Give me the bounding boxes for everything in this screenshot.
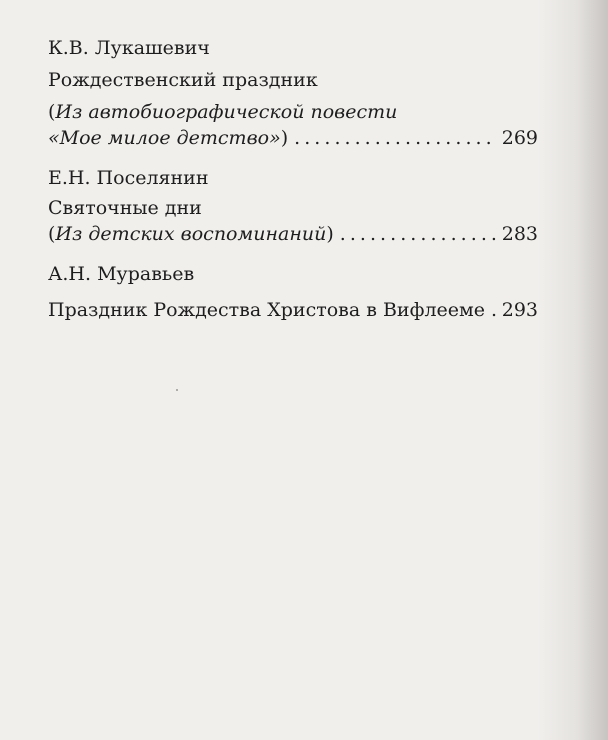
- entry-1-page-number: 269: [501, 127, 538, 149]
- paper-speck: [176, 389, 178, 391]
- entry-3-title-line: [48, 294, 538, 326]
- entry-1-subtitle-line1: (Из автобиографической повести: [48, 101, 398, 123]
- entry-1-author: К.В. Лукашевич: [48, 37, 210, 59]
- entry-1-subtitle-text-2: «Мое милое детство»: [48, 127, 281, 149]
- entry-3-author: А.Н. Муравьев: [48, 263, 195, 285]
- entry-2-author: Е.Н. Поселянин: [48, 167, 209, 189]
- gutter-shadow: [538, 0, 608, 740]
- entry-1-title: Рождественский праздник: [48, 69, 318, 91]
- entry-3-title: Праздник Рождества Христова в Вифлееме: [48, 299, 486, 321]
- entry-2-close-paren: ): [326, 223, 334, 245]
- entry-3-dot-leader: [491, 294, 496, 326]
- entry-1-subtitle-line2: [48, 122, 538, 154]
- entry-2-title: Святочные дни: [48, 197, 202, 219]
- entry-1-close-paren: ): [280, 127, 289, 149]
- entry-2-page-number: 283: [501, 223, 538, 245]
- entry-1-subtitle-text: Из автобиографической повести: [55, 101, 398, 123]
- entry-2-dot-leader: [340, 218, 496, 250]
- entry-1-dot-leader: [294, 122, 496, 154]
- entry-2-subtitle-text: Из детских воспоминаний: [55, 223, 327, 245]
- entry-3-page-number: 293: [501, 299, 538, 321]
- entry-2-subtitle-line: (Из детских воспоминаний) . . . 283: [48, 218, 538, 250]
